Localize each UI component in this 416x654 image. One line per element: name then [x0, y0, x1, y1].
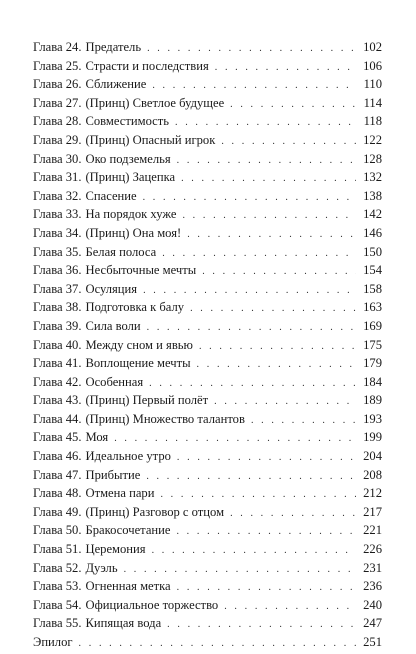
- toc-page-number: 189: [363, 393, 382, 408]
- toc-dot-leader: [167, 616, 356, 635]
- toc-page-number: 240: [363, 597, 382, 612]
- toc-chapter-title: (Принц) Первый полёт: [85, 393, 209, 408]
- toc-entry: [33, 298, 382, 317]
- toc-page-number: 179: [363, 356, 382, 371]
- toc-page-number: 128: [363, 151, 382, 166]
- toc-entry: [33, 168, 382, 187]
- toc-entry: [33, 224, 382, 243]
- toc-chapter-number: Глава 54.: [33, 597, 82, 612]
- toc-chapter-number: Глава 24.: [33, 40, 82, 54]
- toc-dot-leader: [177, 449, 356, 468]
- toc-chapter-title: Кипящая вода: [85, 616, 162, 631]
- toc-dot-leader: [230, 505, 356, 524]
- toc-entry: [33, 38, 382, 57]
- toc-chapter-title: (Принц) Разговор с отцом: [85, 504, 225, 519]
- toc-chapter-title: Бракосочетание: [85, 523, 171, 538]
- toc-page-number: 114: [363, 95, 382, 110]
- toc-chapter-number: Глава 49.: [33, 504, 82, 519]
- toc-chapter-number: Глава 55.: [33, 616, 82, 631]
- toc-page-number: 236: [363, 579, 382, 594]
- toc-chapter-number: Глава 53.: [33, 579, 82, 594]
- toc-chapter-title: Идеальное утро: [85, 449, 171, 464]
- toc-chapter-number: Глава 33.: [33, 207, 82, 222]
- toc-chapter-title: Официальное торжество: [85, 597, 219, 612]
- toc-entry: [33, 187, 382, 206]
- toc-entry: [33, 521, 382, 540]
- toc-page-number: 204: [363, 449, 382, 464]
- toc-entry: [33, 391, 382, 410]
- toc-page-number: 217: [363, 504, 382, 519]
- toc-chapter-title: Прибытие: [85, 467, 141, 482]
- toc-chapter-number: Глава 51.: [33, 542, 82, 557]
- toc-chapter-title: Осуляция: [85, 281, 138, 296]
- toc-chapter-number: Глава 29.: [33, 132, 82, 147]
- toc-chapter-number: Глава 38.: [33, 300, 82, 315]
- toc-chapter-number: Глава 41.: [33, 356, 82, 371]
- toc-chapter-number: Глава 34.: [33, 225, 82, 240]
- toc-entry: [33, 243, 382, 262]
- toc-entry: [33, 280, 382, 299]
- toc-chapter-number: Глава 32.: [33, 188, 82, 203]
- toc-dot-leader: [176, 523, 356, 542]
- toc-chapter-number: Глава 43.: [33, 393, 82, 408]
- toc-page-number: 208: [363, 467, 382, 482]
- toc-chapter-title: Око подземелья: [85, 151, 171, 166]
- toc-dot-leader: [146, 468, 356, 487]
- toc-dot-leader: [230, 96, 356, 115]
- toc-dot-leader: [221, 133, 356, 152]
- toc-page-number: 118: [363, 114, 382, 129]
- toc-chapter-title: Сила воли: [85, 318, 141, 333]
- toc-chapter-number: Глава 45.: [33, 430, 82, 445]
- toc-chapter-title: Особенная: [85, 374, 144, 389]
- toc-page-number: 221: [363, 523, 382, 538]
- toc-dot-leader: [199, 338, 356, 357]
- toc-entry: [33, 503, 382, 522]
- toc-chapter-title: (Принц) Зацепка: [85, 170, 176, 185]
- toc-entry: [33, 410, 382, 429]
- toc-dot-leader: [152, 542, 356, 561]
- toc-chapter-title: Дуэль: [85, 560, 118, 575]
- toc-page-number: 138: [363, 188, 382, 203]
- toc-entry: [33, 633, 382, 652]
- toc-entry: [33, 577, 382, 596]
- toc-page-number: 193: [363, 411, 382, 426]
- toc-chapter-title: Белая полоса: [85, 244, 157, 259]
- toc-entry: [33, 614, 382, 633]
- toc-chapter-number: Глава 48.: [33, 486, 82, 501]
- toc-entry: [33, 373, 382, 392]
- toc-page-number: 150: [363, 244, 382, 259]
- toc-dot-leader: [187, 226, 356, 245]
- toc-page-number: 146: [363, 225, 382, 240]
- toc-entry: [33, 484, 382, 503]
- toc-chapter-number: Глава 31.: [33, 170, 82, 185]
- toc-page-number: 163: [363, 300, 382, 315]
- table-of-contents: [33, 38, 382, 652]
- toc-chapter-number: Глава 44.: [33, 411, 82, 426]
- toc-chapter-title: Церемония: [85, 542, 146, 557]
- toc-chapter-title: Несбыточные мечты: [85, 263, 197, 278]
- toc-entry: [33, 559, 382, 578]
- toc-chapter-number: Глава 26.: [33, 77, 82, 92]
- toc-chapter-number: Глава 30.: [33, 151, 82, 166]
- toc-dot-leader: [215, 59, 356, 78]
- toc-page-number: 154: [363, 263, 382, 278]
- toc-chapter-number: Глава 42.: [33, 374, 82, 389]
- toc-entry: [33, 75, 382, 94]
- toc-chapter-number: Глава 36.: [33, 263, 82, 278]
- toc-dot-leader: [224, 598, 356, 617]
- toc-page-number: 110: [363, 77, 382, 92]
- toc-chapter-number: Глава 35.: [33, 244, 82, 259]
- toc-page-number: 251: [363, 635, 382, 649]
- toc-chapter-title: Между сном и явью: [85, 337, 193, 352]
- toc-chapter-number: Глава 52.: [33, 560, 82, 575]
- toc-entry: [33, 112, 382, 131]
- toc-page-number: 169: [363, 318, 382, 333]
- toc-chapter-title: Моя: [85, 430, 109, 445]
- toc-entry: [33, 447, 382, 466]
- toc-page-number: 175: [363, 337, 382, 352]
- toc-chapter-number: Глава 46.: [33, 449, 82, 464]
- toc-chapter-title: Совместимость: [85, 114, 170, 129]
- toc-entry: [33, 150, 382, 169]
- toc-dot-leader: [177, 152, 356, 171]
- toc-chapter-number: Эпилог: [33, 635, 73, 649]
- toc-page-number: 106: [363, 58, 382, 73]
- toc-entry: [33, 94, 382, 113]
- toc-chapter-number: Глава 27.: [33, 95, 82, 110]
- toc-chapter-title: Воплощение мечты: [85, 356, 191, 371]
- toc-chapter-number: Глава 37.: [33, 281, 82, 296]
- toc-dot-leader: [182, 207, 356, 226]
- toc-chapter-title: Огненная метка: [85, 579, 171, 594]
- toc-entry: [33, 428, 382, 447]
- toc-entry: [33, 261, 382, 280]
- toc-chapter-title: Сближение: [85, 77, 147, 92]
- toc-chapter-title: (Принц) Опасный игрок: [85, 132, 216, 147]
- toc-chapter-title: (Принц) Множество талантов: [85, 411, 245, 426]
- toc-chapter-title: Спасение: [85, 188, 137, 203]
- toc-dot-leader: [197, 356, 356, 375]
- toc-chapter-number: Глава 47.: [33, 467, 82, 482]
- toc-chapter-number: Глава 28.: [33, 114, 82, 129]
- toc-entry: [33, 596, 382, 615]
- toc-page-number: 184: [363, 374, 382, 389]
- toc-chapter-number: Глава 40.: [33, 337, 82, 352]
- toc-page-number: 102: [363, 40, 382, 54]
- toc-chapter-title: Подготовка к балу: [85, 300, 185, 315]
- toc-entry: [33, 540, 382, 559]
- toc-chapter-title: (Принц) Светлое будущее: [85, 95, 225, 110]
- toc-chapter-title: (Принц) Она моя!: [85, 225, 182, 240]
- toc-chapter-title: Страсти и последствия: [85, 58, 209, 73]
- toc-chapter-title: Предатель: [85, 40, 142, 54]
- toc-chapter-title: Отмена пари: [85, 486, 155, 501]
- toc-chapter-number: Глава 25.: [33, 58, 82, 73]
- toc-page-number: 142: [363, 207, 382, 222]
- toc-page-number: 158: [363, 281, 382, 296]
- toc-page-number: 199: [363, 430, 382, 445]
- toc-entry: [33, 317, 382, 336]
- toc-page-number: 122: [363, 132, 382, 147]
- toc-chapter-number: Глава 50.: [33, 523, 82, 538]
- toc-dot-leader: [190, 300, 356, 319]
- toc-dot-leader: [181, 170, 356, 189]
- toc-entry: [33, 205, 382, 224]
- toc-page-number: 231: [363, 560, 382, 575]
- toc-page-number: 212: [363, 486, 382, 501]
- toc-page-number: 132: [363, 170, 382, 185]
- toc-entry: [33, 336, 382, 355]
- toc-entry: [33, 57, 382, 76]
- toc-entry: [33, 354, 382, 373]
- toc-dot-leader: [251, 412, 356, 431]
- toc-chapter-number: Глава 39.: [33, 318, 82, 333]
- toc-page-number: 226: [363, 542, 382, 557]
- toc-dot-leader: [79, 635, 356, 654]
- toc-page-number: 247: [363, 616, 382, 631]
- toc-dot-leader: [202, 263, 356, 282]
- toc-entry: [33, 466, 382, 485]
- toc-chapter-title: На порядок хуже: [85, 207, 177, 222]
- toc-entry: [33, 131, 382, 150]
